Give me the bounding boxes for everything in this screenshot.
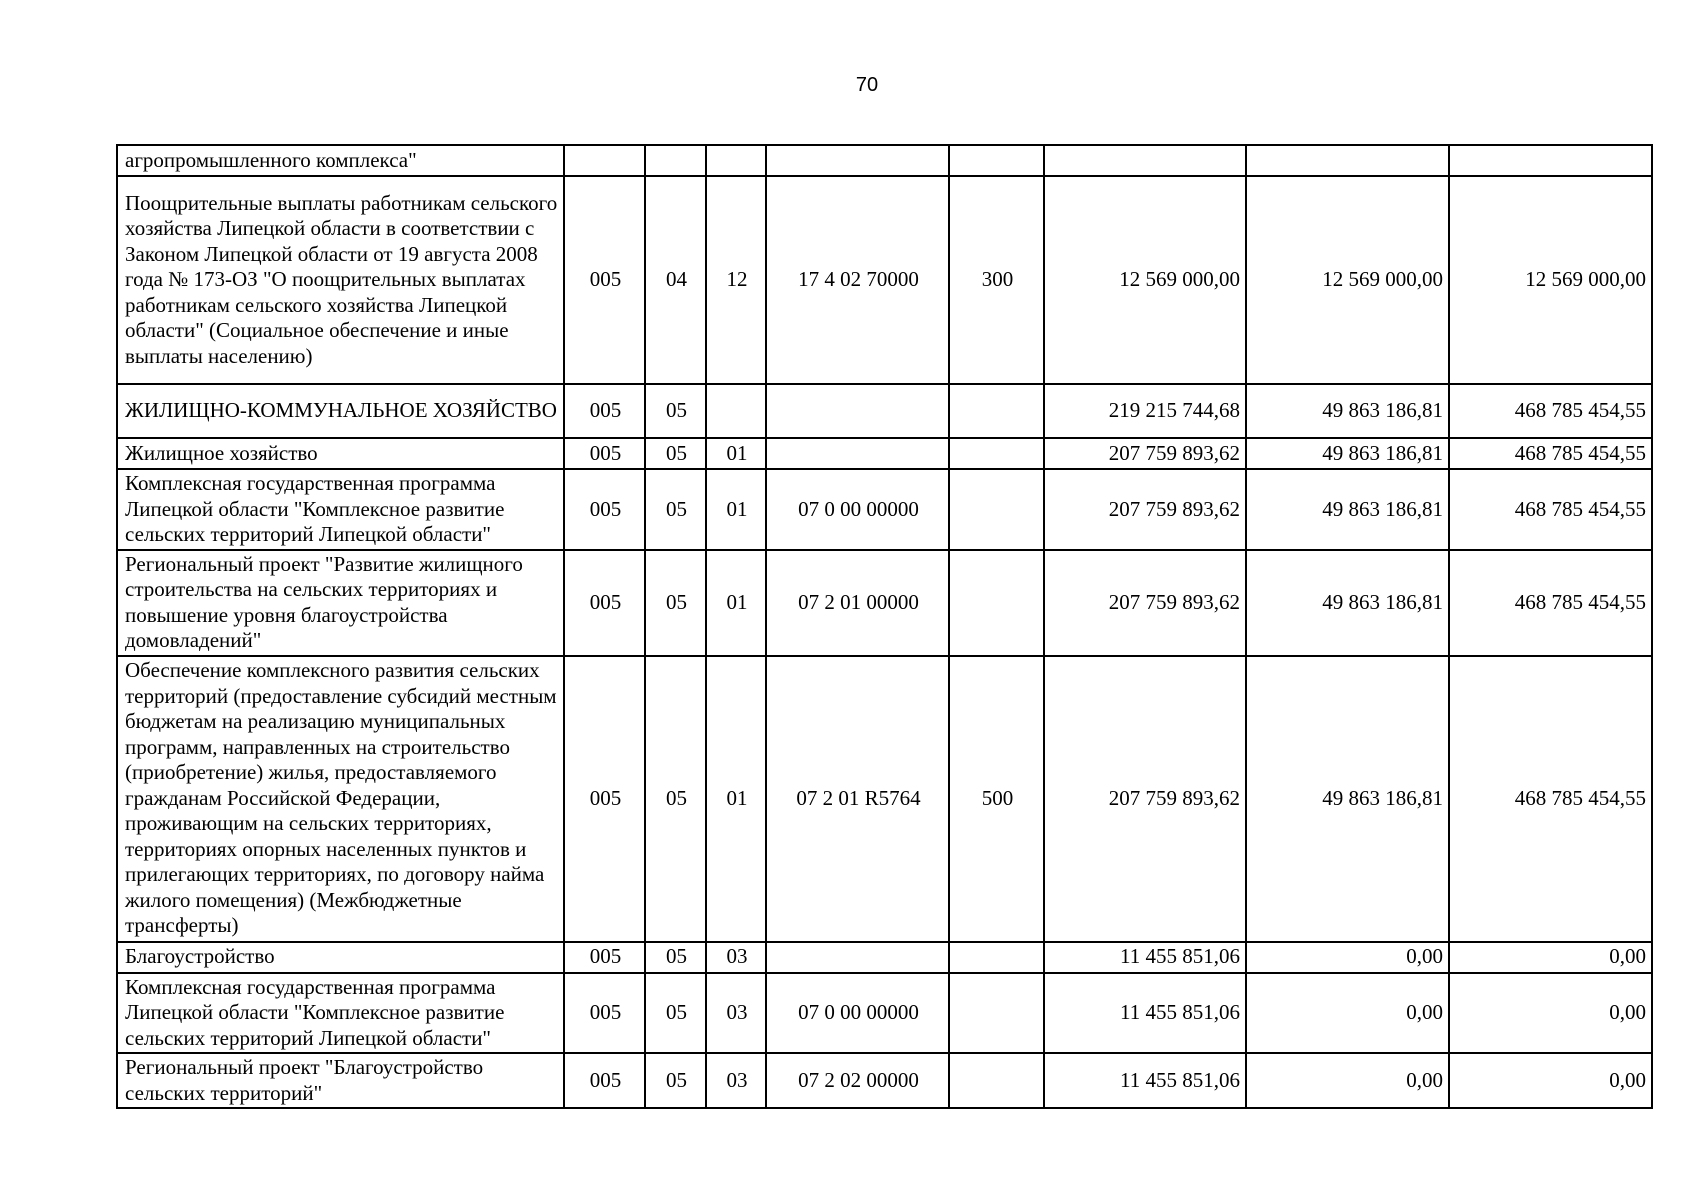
cell-name: Обеспечение комплексного развития сельских территорий (предоставление субсидий местным бюджетам на реализацию муниципальных программ, направленных на строительство (приобретение) жилья, предоставляемого гражданам Российской Федерации, проживающим на сельских территориях, территориях опорных населенных пунктов и прилегающих территориях, по договору найма жилого помещения) (Межбюджетные трансферты)	[117, 656, 564, 942]
cell-target: 07 2 02 00000	[766, 1053, 949, 1108]
cell-section: 05	[645, 973, 706, 1054]
cell-sum3: 0,00	[1449, 973, 1652, 1054]
cell-section	[645, 145, 706, 176]
cell-name: Региональный проект "Благоустройство сельских территорий"	[117, 1053, 564, 1108]
cell-target: 17 4 02 70000	[766, 176, 949, 384]
cell-sum1: 207 759 893,62	[1044, 656, 1246, 942]
cell-expense-type	[949, 438, 1044, 469]
cell-sum1	[1044, 145, 1246, 176]
cell-expense-type	[949, 384, 1044, 438]
cell-target: 07 2 01 R5764	[766, 656, 949, 942]
cell-target: 07 0 00 00000	[766, 973, 949, 1054]
cell-subsection: 03	[706, 1053, 766, 1108]
cell-expense-type	[949, 942, 1044, 973]
cell-name: агропромышленного комплекса"	[117, 145, 564, 176]
cell-target	[766, 438, 949, 469]
cell-subsection: 01	[706, 550, 766, 656]
cell-subsection: 12	[706, 176, 766, 384]
table-row	[117, 469, 1652, 550]
cell-sum1: 11 455 851,06	[1044, 942, 1246, 973]
cell-target	[766, 384, 949, 438]
cell-name: Комплексная государственная программа Липецкой области "Комплексное развитие сельских территорий Липецкой области"	[117, 973, 564, 1054]
cell-section: 04	[645, 176, 706, 384]
cell-ministry: 005	[564, 176, 645, 384]
cell-sum2: 49 863 186,81	[1246, 550, 1449, 656]
cell-sum1: 207 759 893,62	[1044, 550, 1246, 656]
cell-sum1: 219 215 744,68	[1044, 384, 1246, 438]
cell-subsection: 01	[706, 469, 766, 550]
cell-ministry: 005	[564, 384, 645, 438]
cell-subsection	[706, 384, 766, 438]
table-row	[117, 384, 1652, 438]
cell-target	[766, 145, 949, 176]
cell-sum2: 49 863 186,81	[1246, 469, 1449, 550]
cell-sum2: 49 863 186,81	[1246, 438, 1449, 469]
cell-sum1: 207 759 893,62	[1044, 469, 1246, 550]
cell-section: 05	[645, 550, 706, 656]
cell-expense-type	[949, 145, 1044, 176]
cell-sum1: 207 759 893,62	[1044, 438, 1246, 469]
cell-ministry: 005	[564, 438, 645, 469]
table-row	[117, 550, 1652, 656]
cell-subsection: 01	[706, 438, 766, 469]
table-row	[117, 1053, 1652, 1108]
cell-sum1: 11 455 851,06	[1044, 1053, 1246, 1108]
cell-sum3: 468 785 454,55	[1449, 384, 1652, 438]
cell-target	[766, 942, 949, 973]
cell-sum2: 49 863 186,81	[1246, 384, 1449, 438]
cell-sum3: 468 785 454,55	[1449, 550, 1652, 656]
cell-section: 05	[645, 384, 706, 438]
cell-name: Поощрительные выплаты работникам сельского хозяйства Липецкой области в соответствии с Законом Липецкой области от 19 августа 2008 года № 173-ОЗ "О поощрительных выплатах работникам сельского хозяйства Липецкой области" (Социальное обеспечение и иные выплаты населению)	[117, 176, 564, 384]
table-row	[117, 438, 1652, 469]
cell-subsection: 03	[706, 942, 766, 973]
cell-expense-type	[949, 469, 1044, 550]
cell-sum3: 0,00	[1449, 1053, 1652, 1108]
table-row	[117, 145, 1652, 176]
cell-name: Региональный проект "Развитие жилищного строительства на сельских территориях и повышение уровня благоустройства домовладений"	[117, 550, 564, 656]
cell-section: 05	[645, 656, 706, 942]
cell-subsection: 01	[706, 656, 766, 942]
cell-sum2: 0,00	[1246, 973, 1449, 1054]
cell-ministry: 005	[564, 973, 645, 1054]
cell-name: Благоустройство	[117, 942, 564, 973]
cell-sum3: 0,00	[1449, 942, 1652, 973]
cell-expense-type: 300	[949, 176, 1044, 384]
table-row	[117, 656, 1652, 942]
cell-sum3: 468 785 454,55	[1449, 438, 1652, 469]
cell-sum2: 12 569 000,00	[1246, 176, 1449, 384]
cell-ministry: 005	[564, 550, 645, 656]
cell-section: 05	[645, 469, 706, 550]
cell-sum3: 12 569 000,00	[1449, 176, 1652, 384]
cell-sum1: 12 569 000,00	[1044, 176, 1246, 384]
cell-name: Комплексная государственная программа Липецкой области "Комплексное развитие сельских территорий Липецкой области"	[117, 469, 564, 550]
cell-ministry	[564, 145, 645, 176]
page-number: 70	[855, 74, 879, 96]
cell-name: Жилищное хозяйство	[117, 438, 564, 469]
cell-name: ЖИЛИЩНО-КОММУНАЛЬНОЕ ХОЗЯЙСТВО	[117, 384, 564, 438]
cell-section: 05	[645, 438, 706, 469]
cell-expense-type	[949, 1053, 1044, 1108]
cell-section: 05	[645, 1053, 706, 1108]
cell-sum1: 11 455 851,06	[1044, 973, 1246, 1054]
cell-ministry: 005	[564, 1053, 645, 1108]
cell-expense-type	[949, 550, 1044, 656]
table-row	[117, 176, 1652, 384]
cell-sum3	[1449, 145, 1652, 176]
cell-sum2	[1246, 145, 1449, 176]
cell-sum3: 468 785 454,55	[1449, 469, 1652, 550]
table-row	[117, 942, 1652, 973]
cell-section: 05	[645, 942, 706, 973]
budget-table	[116, 144, 1653, 1109]
cell-subsection	[706, 145, 766, 176]
cell-sum2: 0,00	[1246, 1053, 1449, 1108]
cell-expense-type: 500	[949, 656, 1044, 942]
cell-ministry: 005	[564, 942, 645, 973]
cell-sum2: 49 863 186,81	[1246, 656, 1449, 942]
cell-target: 07 2 01 00000	[766, 550, 949, 656]
cell-expense-type	[949, 973, 1044, 1054]
table-row	[117, 973, 1652, 1054]
cell-sum3: 468 785 454,55	[1449, 656, 1652, 942]
cell-target: 07 0 00 00000	[766, 469, 949, 550]
cell-subsection: 03	[706, 973, 766, 1054]
cell-ministry: 005	[564, 469, 645, 550]
cell-sum2: 0,00	[1246, 942, 1449, 973]
cell-ministry: 005	[564, 656, 645, 942]
